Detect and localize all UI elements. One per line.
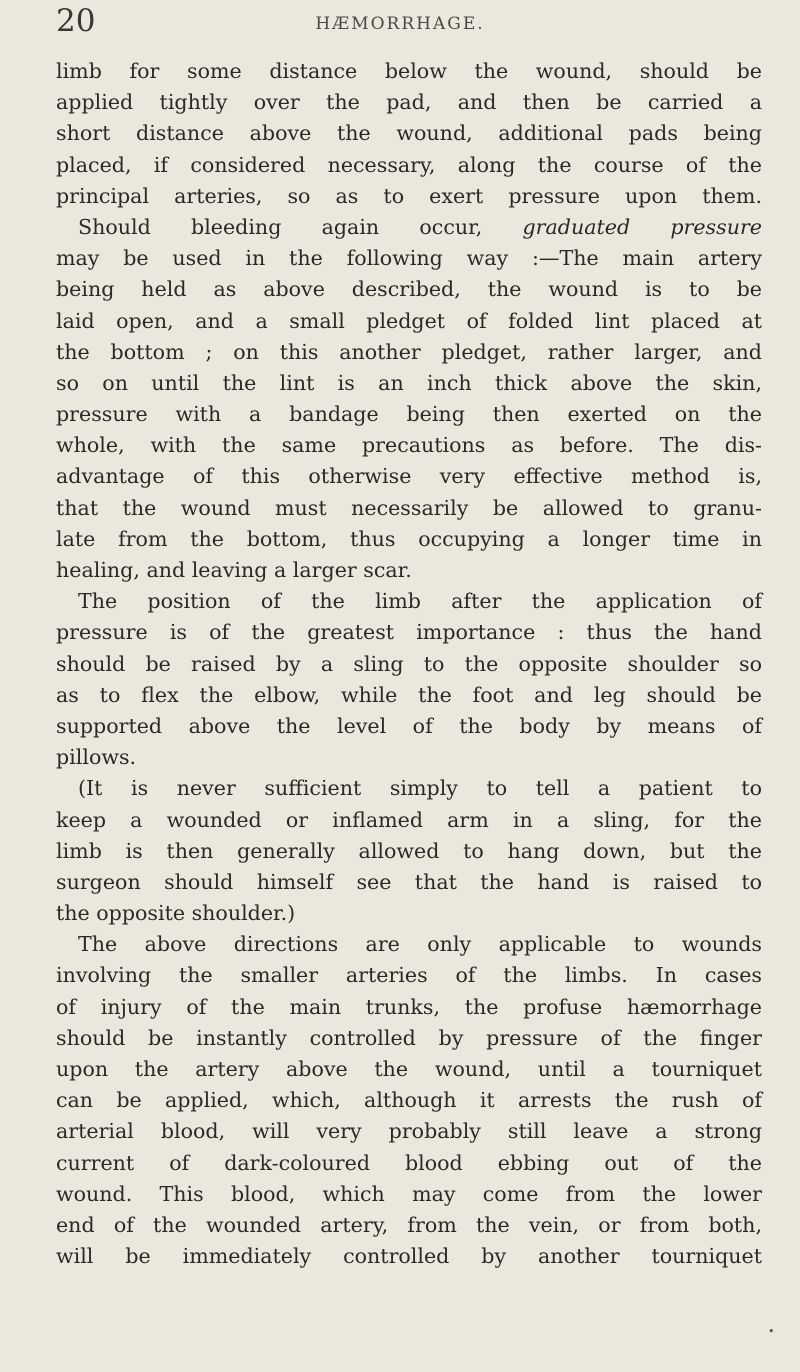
text-line: that the wound must necessarily be allowed to granu- [56, 495, 762, 520]
text-line: arterial blood, will very probably still leave a strong [56, 1119, 762, 1144]
text-line: The position of the limb after the application of [78, 589, 762, 614]
text-line: short distance above the wound, additional pads being [56, 121, 762, 146]
text-line: upon the artery above the wound, until a tourniquet [56, 1057, 762, 1081]
body-text [56, 56, 762, 1272]
text-line: as to flex the elbow, while the foot and leg should be [56, 682, 762, 707]
text-line: pressure is of the greatest importance : thus the hand [56, 620, 762, 645]
running-title: HÆMORRHAGE. [315, 14, 485, 34]
text-line: surgeon should himself see that the hand is raised to [56, 869, 762, 894]
text-line: being held as above described, the wound is to be [56, 277, 762, 302]
text-line: pillows. [56, 745, 137, 770]
text-line: should be instantly controlled by pressure of the finger [56, 1025, 762, 1050]
text-line: advantage of this otherwise very effective method is, [56, 464, 762, 489]
text-line: The above directions are only applicable to wounds [78, 932, 762, 957]
text-line: placed, if considered necessary, along the course of the [56, 152, 762, 177]
text-line: pressure with a bandage being then exerted on the [56, 402, 762, 427]
text-line: can be applied, which, although it arrests the rush of [56, 1088, 762, 1113]
text-line: will be immediately controlled by another tourniquet [56, 1244, 762, 1269]
text-line: the opposite shoulder.) [56, 901, 296, 926]
text-line: limb for some distance below the wound, should be [56, 59, 762, 83]
text-line: the bottom ; on this another pledget, rather larger, and [56, 339, 762, 364]
text-line: keep a wounded or inflamed arm in a sling, for the [56, 807, 762, 832]
text-line: so on until the lint is an inch thick above the skin, [56, 370, 762, 395]
text-line: laid open, and a small pledget of folded lint placed at [56, 308, 762, 333]
text-line: (It is never sufficient simply to tell a patient to [78, 776, 762, 801]
text-line: whole, with the same precautions as before. The dis- [56, 433, 762, 458]
page-number: 20 [56, 3, 96, 39]
text-line: should be raised by a sling to the opposite shoulder so [56, 651, 762, 676]
text-line [56, 212, 762, 243]
text-line: may be used in the following way :—The main artery [56, 246, 762, 271]
text-line: wound. This blood, which may come from the lower [56, 1181, 762, 1206]
text-line: supported above the level of the body by means of [56, 713, 762, 738]
text-line: healing, and leaving a larger scar. [56, 558, 412, 582]
text-line: current of dark-coloured blood ebbing out of the [56, 1150, 762, 1175]
margin-mark: • [768, 1325, 775, 1338]
italic-term: graduated pressure [522, 214, 762, 239]
text-line: of injury of the main trunks, the profuse hæmorrhage [56, 994, 762, 1019]
text-line: principal arteries, so as to exert pressure upon them. [56, 183, 762, 208]
text-line: applied tightly over the pad, and then be carried a [56, 90, 762, 115]
text-line: end of the wounded artery, from the vein, or from both, [56, 1212, 762, 1237]
text-line: involving the smaller arteries of the limbs. In cases [56, 963, 762, 988]
text-run: Should bleeding again occur, [78, 214, 523, 239]
text-line: late from the bottom, thus occupying a longer time in [56, 526, 762, 551]
text-line: limb is then generally allowed to hang down, but the [56, 838, 762, 863]
